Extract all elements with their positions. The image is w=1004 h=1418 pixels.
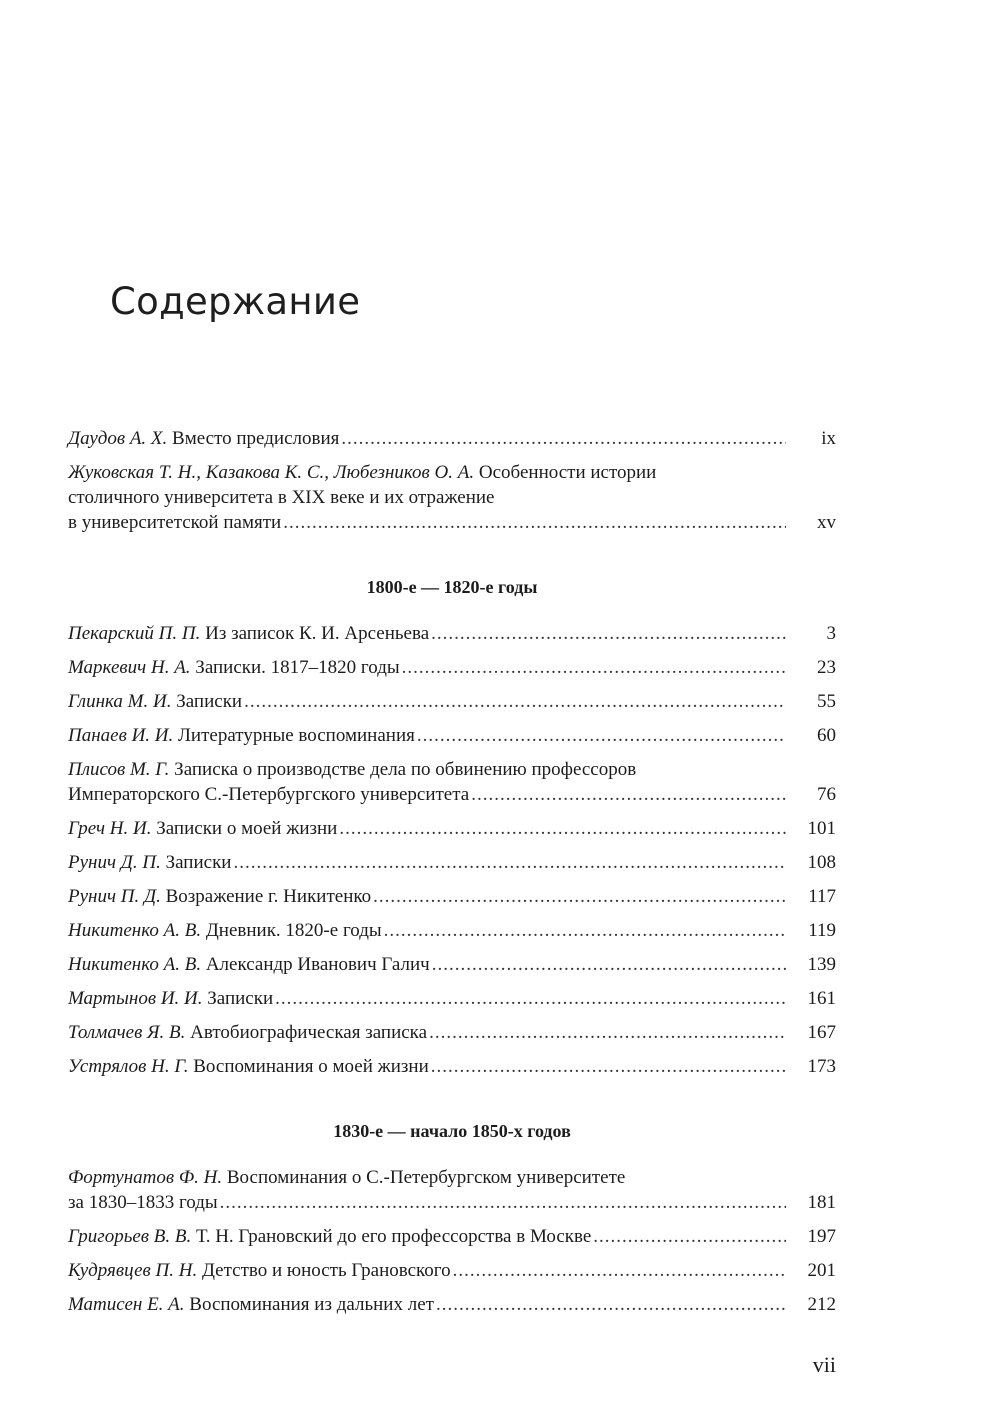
entry-page-number: 3 [826,623,836,644]
entry-page-number: 201 [807,1260,836,1281]
entry-title: Вместо предисловия [167,428,340,449]
toc-entry[interactable] [68,426,836,451]
entry-author: Рунич П. Д. [68,886,161,907]
entry-author: Толмачев Я. В. [68,1022,186,1043]
entry-title: Александр Иванович Галич [201,954,430,975]
entry-title: Литературные воспоминания [173,725,415,746]
entry-title: за 1830–1833 годы [68,1192,218,1213]
leader-dots [431,621,786,646]
entry-title: Записки [202,988,274,1009]
entry-author: Жуковская Т. Н., Казакова К. С., Любезников О. А. [68,462,475,483]
toc-entry[interactable] [68,1054,836,1079]
entry-author: Глинка М. И. [68,691,172,712]
entry-title: Автобиографическая записка [185,1022,428,1043]
toc-entry[interactable] [68,460,836,535]
entry-page-number: 101 [807,818,836,839]
toc-entry[interactable] [68,986,836,1011]
toc-entry[interactable] [68,952,836,977]
entry-author: Устрялов Н. Г. [68,1056,189,1077]
leader-dots [220,1190,786,1215]
leader-dots [432,952,786,977]
entry-author: Мартынов И. И. [68,988,203,1009]
toc-entry[interactable] [68,723,836,748]
leader-dots [341,426,786,451]
entry-title: столичного университета в XIX веке и их отражение [68,487,495,508]
entry-author: Никитенко А. В. [68,954,202,975]
leader-dots [275,986,786,1011]
entry-title: Дневник. 1820-е годы [201,920,382,941]
entry-title: Детство и юность Грановского [197,1260,451,1281]
entry-author: Греч Н. И. [68,818,152,839]
leader-dots [384,918,786,943]
entry-page-number: 139 [807,954,836,975]
entry-page-number: 23 [817,657,836,678]
entry-author: Кудрявцев П. Н. [68,1260,198,1281]
toc-entry[interactable] [68,1292,836,1317]
toc-entry[interactable] [68,1258,836,1283]
leader-dots [283,510,786,535]
section-heading: 1830-е — начало 1850-х годов [333,1121,571,1141]
entry-author: Григорьев В. В. [68,1226,192,1247]
toc-entry[interactable] [68,621,836,646]
toc-entry[interactable] [68,884,836,909]
leader-dots [373,884,786,909]
toc-entry[interactable] [68,1165,836,1215]
toc-entry[interactable] [68,816,836,841]
entry-title: Возражение г. Никитенко [160,886,372,907]
entry-title: Записки. 1817–1820 годы [190,657,400,678]
entry-title: Воспоминания из дальних лет [184,1294,434,1315]
entry-author: Маркевич Н. А. [68,657,191,678]
toc-entry[interactable] [68,918,836,943]
leader-dots [429,1020,786,1045]
entry-page-number: 55 [817,691,836,712]
entry-page-number: 181 [807,1192,836,1213]
entry-page-number: 173 [807,1056,836,1077]
entry-title: Т. Н. Грановский до его профессорства в Москве [191,1226,592,1247]
page-title: Содержание [110,280,361,323]
leader-dots [339,816,786,841]
page-number: vii [812,1352,836,1377]
entry-author: Даудов А. Х. [68,428,168,449]
entry-page-number: 117 [808,886,836,907]
entry-page-number: 212 [807,1294,836,1315]
entry-page-number: 161 [807,988,836,1009]
entry-title: Записки [171,691,243,712]
leader-dots [436,1292,786,1317]
toc-entry[interactable] [68,655,836,680]
entry-page-number: xv [817,512,836,533]
toc-entry[interactable] [68,850,836,875]
entry-author: Никитенко А. В. [68,920,202,941]
leader-dots [453,1258,786,1283]
entry-page-number: 76 [817,784,836,805]
entry-title: Записки [160,852,232,873]
entry-title: в университетской памяти [68,512,282,533]
toc-entry[interactable] [68,1020,836,1045]
entry-title: Записки о моей жизни [151,818,338,839]
entry-author: Рунич Д. П. [68,852,161,873]
entry-title: Воспоминания о С.-Петербургском университете [222,1167,626,1188]
entry-author: Панаев И. И. [68,725,174,746]
toc-entry[interactable] [68,1224,836,1249]
entry-page-number: 119 [808,920,836,941]
entry-page-number: 197 [807,1226,836,1247]
entry-page-number: ix [821,428,836,449]
leader-dots [233,850,786,875]
leader-dots [471,782,786,807]
entry-page-number: 60 [817,725,836,746]
entry-author: Пекарский П. П. [68,623,201,644]
toc-entry[interactable] [68,757,836,807]
entry-author: Матисен Е. А. [68,1294,185,1315]
entry-title: Из записок К. И. Арсеньева [200,623,430,644]
entry-page-number: 167 [807,1022,836,1043]
leader-dots [431,1054,786,1079]
leader-dots [244,689,786,714]
entry-author: Фортунатов Ф. Н. [68,1167,223,1188]
entry-title: Особенности истории [474,462,657,483]
entry-author: Плисов М. Г. [68,759,170,780]
entry-title: Воспоминания о моей жизни [188,1056,429,1077]
toc-entry[interactable] [68,689,836,714]
entry-page-number: 108 [807,852,836,873]
leader-dots [402,655,786,680]
table-of-contents [68,426,836,1326]
entry-title: Записка о производстве дела по обвинению профессоров [169,759,637,780]
entry-title: Императорского С.-Петербургского университета [68,784,470,805]
leader-dots [417,723,786,748]
leader-dots [593,1224,786,1249]
section-heading: 1800-е — 1820-е годы [366,577,538,597]
